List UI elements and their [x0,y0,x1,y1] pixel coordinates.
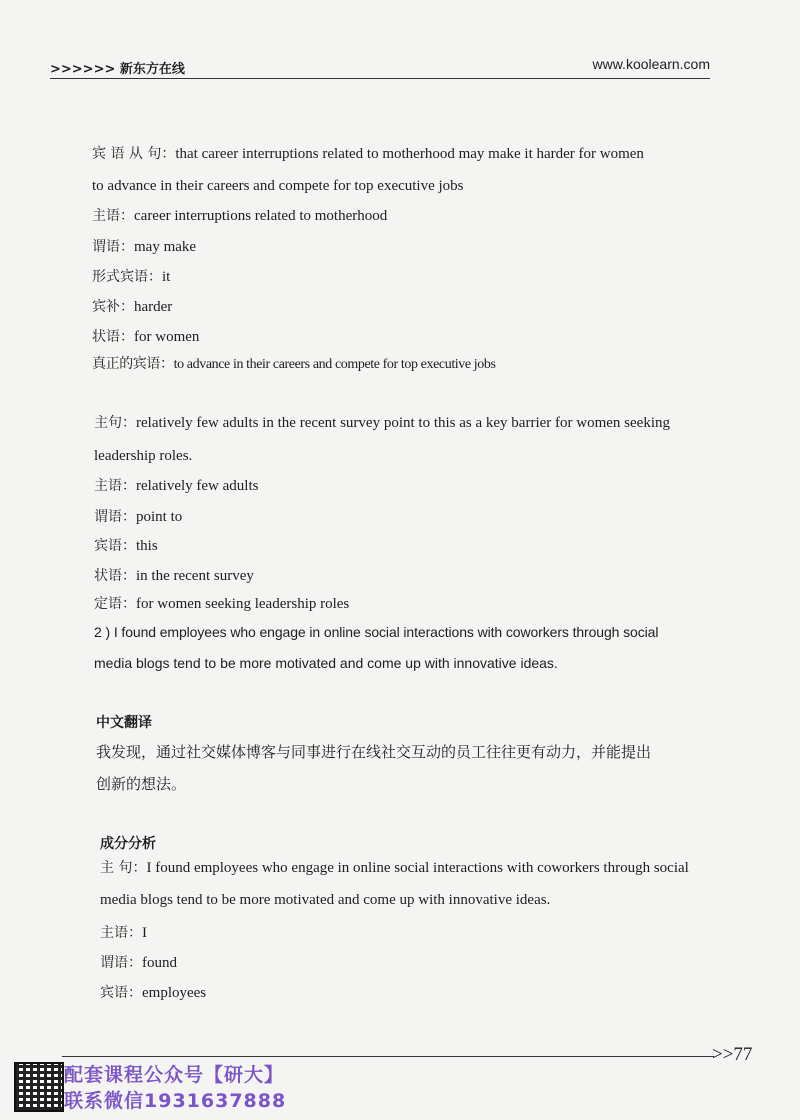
label: 宾补： [92,299,134,315]
adverbial-line [92,327,199,347]
translation-line-2: 创新的想法。 [96,775,187,793]
label: 形式宾语： [92,269,162,285]
label: 真正的宾语： [92,356,174,372]
value: I found employees who engage in online social interactions with coworkers through social [146,860,689,876]
value: harder [134,299,173,315]
page-number: >>77 [712,1044,753,1065]
value: it [162,269,171,285]
analysis-main-line [100,858,689,878]
label: 状语： [92,329,134,345]
analysis-subject-line [100,923,147,943]
attributive-line [94,594,349,614]
predicate-line [92,237,196,257]
label: 谓语： [92,239,134,255]
real-object-line [92,354,496,375]
promo-line-2: 联系微信1931637888 [64,1090,287,1112]
label: 谓语： [94,509,136,525]
analysis-main-continuation: media blogs tend to be more motivated and come up with innovative ideas. [100,892,551,908]
page-header [50,56,710,79]
analysis-heading: 成分分析 [100,836,156,852]
value: employees [142,985,207,1001]
object-clause-line [92,144,644,164]
value: that career interruptions related to motherhood may make it harder for women [175,146,644,162]
translation-line-1: 我发现，通过社交媒体博客与同事进行在线社交互动的员工往往更有动力，并能提出 [96,743,652,761]
label: 定语： [94,596,136,612]
label: 宾语： [94,538,136,554]
sentence-2-line-1: 2 ) I found employees who engage in online social interactions with coworkers through social [94,624,659,640]
label: 谓语： [100,955,142,971]
value: for women [134,329,200,345]
translation-heading: 中文翻译 [96,715,152,731]
value: career interruptions related to motherhood [134,208,388,224]
formal-object-line [92,267,170,287]
qr-code-icon [14,1062,64,1112]
label: 主语： [92,208,134,224]
object-line [94,536,158,556]
main-clause-continuation: leadership roles. [94,448,193,464]
value: may make [134,239,197,255]
header-brand: >>>>>> 新东方在线 [50,62,185,77]
object-clause-continuation: to advance in their careers and compete for top executive jobs [92,178,464,194]
promo-line-1: 配套课程公众号【研大】 [64,1064,285,1086]
value: found [142,955,177,971]
value: in the recent survey [136,568,254,584]
analysis-object-line [100,983,206,1003]
complement-line [92,297,172,317]
label: 主语： [94,478,136,494]
main-clause-line [94,413,670,433]
label: 宾 语 从 句： [92,146,176,162]
analysis-predicate-line [100,953,177,973]
label: 主句： [94,415,136,431]
predicate-line [94,507,182,527]
header-url: www.koolearn.com [592,56,710,72]
sentence-2-line-2: media blogs tend to be more motivated and come up with innovative ideas. [94,655,558,671]
adverbial-line [94,566,254,586]
label: 主语： [100,925,142,941]
value: to advance in their careers and compete for top executive jobs [173,357,496,372]
value: for women seeking leadership roles [136,596,350,612]
label: 状语： [94,568,136,584]
label: 主 句： [100,860,147,876]
subject-line [94,476,258,496]
footer-rule [62,1056,714,1057]
value: I [142,925,147,941]
value: relatively few adults [136,478,259,494]
label: 宾语： [100,985,142,1001]
value: relatively few adults in the recent survey point to this as a key barrier for women seeking [136,415,670,431]
value: point to [136,509,183,525]
subject-line [92,206,387,226]
value: this [136,538,158,554]
